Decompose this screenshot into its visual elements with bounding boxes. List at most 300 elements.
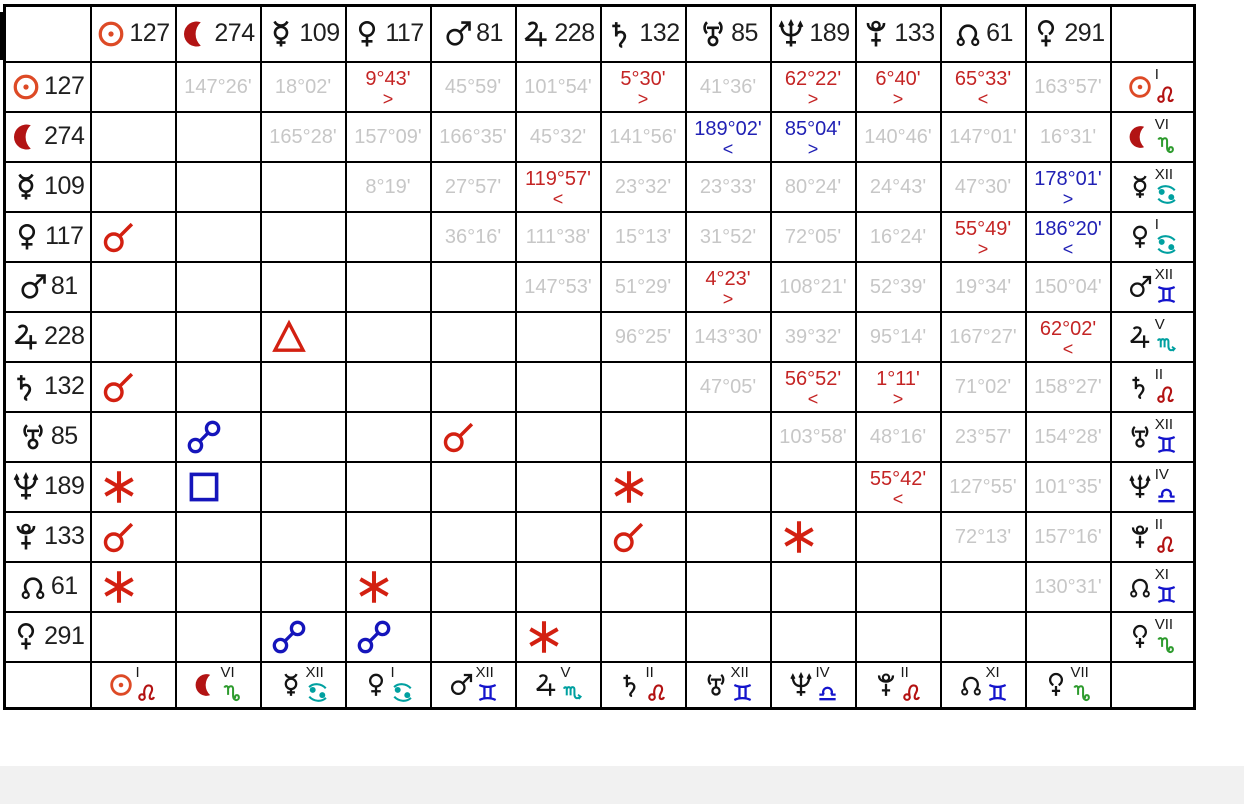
angle-value: 47°05' [699, 375, 757, 398]
applying-separating-marker: > [892, 88, 904, 109]
angle-pluto-node [941, 512, 1026, 562]
lilith-icon [11, 622, 41, 652]
aspect-pluto-uranus [686, 512, 771, 562]
planet-degree: 117 [45, 222, 84, 250]
angle-mercury-neptune [771, 162, 856, 212]
aspect-pluto-neptune [771, 512, 856, 562]
angle-mars-lilith [1026, 262, 1111, 312]
angle-venus-node [941, 212, 1026, 262]
applying-separating-marker: < [722, 138, 734, 159]
aspect-uranus-sun [91, 412, 176, 462]
angle-value: 140°46' [864, 125, 932, 148]
aspect-lilith-uranus [686, 612, 771, 662]
mercury-icon [278, 672, 304, 698]
row-position-mars [1112, 267, 1194, 306]
venus-icon [363, 672, 389, 698]
angle-sun-neptune [771, 62, 856, 112]
node-icon [953, 19, 983, 49]
corner-bottom-left [5, 662, 91, 709]
planet-degree: 274 [44, 122, 85, 150]
house-number: VI [1154, 116, 1169, 133]
diagonal-neptune [771, 462, 856, 512]
neptune-icon [11, 472, 41, 502]
angle-pluto-lilith [1026, 512, 1111, 562]
col-header-jupiter [517, 19, 600, 49]
angle-value: 62°22' [784, 67, 842, 90]
aspect-neptune-moon [176, 462, 261, 512]
angle-value: 9°43' [365, 67, 411, 90]
col-header-node [941, 6, 1026, 62]
aspect-uranus-moon [176, 412, 261, 462]
aspect-saturn-mercury [261, 362, 346, 412]
angle-value: 101°54' [524, 75, 592, 98]
aspect-jupiter-moon [176, 312, 261, 362]
angle-uranus-pluto [856, 412, 941, 462]
col-position-jupiter [517, 665, 600, 704]
angle-moon-jupiter [516, 112, 601, 162]
angle-sun-moon [176, 62, 261, 112]
aspect-matrix[interactable] [3, 4, 1196, 710]
diagonal-uranus [686, 412, 771, 462]
house-number: VII [1154, 616, 1174, 633]
pluto-icon [11, 522, 41, 552]
house-number: XII [305, 664, 324, 682]
angle-value: 96°25' [614, 325, 672, 348]
aspect-node-mercury [261, 562, 346, 612]
angle-value: 85°04' [784, 117, 842, 140]
applying-separating-marker: < [552, 188, 564, 209]
row-header-uranus [6, 422, 90, 452]
aspect-neptune-venus [346, 462, 431, 512]
col-header-mars [431, 6, 516, 62]
planet-degree: 61 [50, 572, 78, 600]
col-position-mercury [262, 665, 345, 704]
aspect-matrix-container[interactable] [0, 4, 1244, 710]
applying-separating-marker: > [892, 388, 904, 409]
angle-value: 163°57' [1034, 75, 1102, 98]
cancer-icon [306, 681, 329, 704]
uranus-icon [18, 422, 48, 452]
angle-moon-mars [431, 112, 516, 162]
row-position-node [1111, 562, 1195, 612]
row-position-pluto [1112, 517, 1194, 556]
aspect-mars-moon [176, 262, 261, 312]
diagonal-saturn [601, 362, 686, 412]
angle-mars-pluto [856, 262, 941, 312]
applying-separating-marker: < [892, 488, 904, 509]
angle-value: 4°23' [705, 267, 751, 290]
jupiter-icon [11, 322, 41, 352]
aspect-node-venus [346, 562, 431, 612]
node-icon [1127, 574, 1153, 600]
row-position-sun [1111, 62, 1195, 112]
aspect-node-mars [431, 562, 516, 612]
aspect-neptune-saturn [601, 462, 686, 512]
cancer-icon [391, 681, 414, 704]
angle-mercury-saturn [601, 162, 686, 212]
gemini-icon [1155, 583, 1178, 606]
sextile-icon [526, 619, 562, 655]
col-position-node [942, 665, 1025, 704]
aspect-uranus-saturn [601, 412, 686, 462]
angle-value: 127°55' [949, 475, 1017, 498]
corner-top-right [1111, 6, 1195, 62]
col-position-lilith [1027, 665, 1110, 704]
angle-value: 101°35' [1034, 475, 1102, 498]
angle-value: 16°31' [1039, 125, 1097, 148]
house-number: XII [1154, 416, 1174, 433]
angle-value: 19°34' [954, 275, 1012, 298]
house-number: XII [475, 664, 494, 682]
angle-sun-node [941, 62, 1026, 112]
row-header-saturn [6, 372, 90, 402]
sun-icon [108, 672, 134, 698]
scroll-indicator[interactable] [0, 12, 3, 60]
aspect-pluto-moon [176, 512, 261, 562]
col-header-venus [346, 6, 431, 62]
angle-moon-venus [346, 112, 431, 162]
col-header-moon [177, 19, 260, 49]
angle-value: 39°32' [784, 325, 842, 348]
col-header-mars [432, 19, 515, 49]
angle-mars-jupiter [516, 262, 601, 312]
sextile-icon [356, 569, 392, 605]
sextile-icon [101, 469, 137, 505]
aspect-jupiter-mercury [261, 312, 346, 362]
angle-value: 130°31' [1034, 575, 1102, 598]
angle-value: 186°20' [1034, 217, 1102, 240]
diagonal-node [941, 562, 1026, 612]
angle-value: 150°04' [1034, 275, 1102, 298]
col-position-node [941, 662, 1026, 709]
col-position-venus [346, 662, 431, 709]
house-number: XII [730, 664, 749, 682]
aspect-neptune-mars [431, 462, 516, 512]
angle-mars-saturn [601, 262, 686, 312]
house-number: IV [815, 664, 830, 682]
aspect-jupiter-venus [346, 312, 431, 362]
col-position-jupiter [516, 662, 601, 709]
angle-value: 157°09' [354, 125, 422, 148]
planet-degree: 189 [809, 19, 850, 48]
mars-icon [1127, 274, 1153, 300]
corner-bottom-right [1111, 662, 1195, 709]
aspect-pluto-jupiter [516, 512, 601, 562]
col-header-lilith [1026, 6, 1111, 62]
applying-separating-marker: < [1062, 338, 1074, 359]
mars-icon [448, 672, 474, 698]
col-header-neptune [772, 19, 855, 49]
row-header-venus [6, 222, 90, 252]
angle-uranus-node [941, 412, 1026, 462]
planet-degree: 274 [214, 19, 255, 48]
scorpio-icon [1155, 333, 1178, 356]
mercury-icon [11, 172, 41, 202]
aspect-saturn-venus [346, 362, 431, 412]
aspect-node-neptune [771, 562, 856, 612]
mercury-icon [1127, 174, 1153, 200]
aspect-saturn-moon [176, 362, 261, 412]
diagonal-mars [431, 262, 516, 312]
gemini-icon [731, 681, 754, 704]
angle-jupiter-node [941, 312, 1026, 362]
angle-value: 189°02' [694, 117, 762, 140]
applying-separating-marker: < [807, 388, 819, 409]
angle-venus-uranus [686, 212, 771, 262]
aspect-node-moon [176, 562, 261, 612]
leo-icon [1155, 83, 1178, 106]
aspect-neptune-uranus [686, 462, 771, 512]
aspect-venus-sun [91, 212, 176, 262]
col-position-pluto [857, 665, 940, 704]
angle-mercury-uranus [686, 162, 771, 212]
aspect-jupiter-mars [431, 312, 516, 362]
angle-venus-neptune [771, 212, 856, 262]
angle-neptune-lilith [1026, 462, 1111, 512]
planet-degree: 228 [44, 322, 85, 350]
angle-mercury-lilith [1026, 162, 1111, 212]
applying-separating-marker: > [807, 138, 819, 159]
angle-jupiter-uranus [686, 312, 771, 362]
moon-icon [181, 19, 211, 49]
angle-value: 41°36' [699, 75, 757, 98]
angle-mars-neptune [771, 262, 856, 312]
applying-separating-marker: > [977, 238, 989, 259]
angle-moon-lilith [1026, 112, 1111, 162]
jupiter-icon [1127, 324, 1153, 350]
row-header-mars [6, 272, 90, 302]
angle-jupiter-pluto [856, 312, 941, 362]
angle-mercury-mars [431, 162, 516, 212]
row-header-moon [5, 112, 91, 162]
angle-value: 23°32' [614, 175, 672, 198]
row-header-node [5, 562, 91, 612]
angle-moon-neptune [771, 112, 856, 162]
neptune-icon [776, 19, 806, 49]
angle-value: 143°30' [694, 325, 762, 348]
diagonal-moon [176, 112, 261, 162]
conjunction-icon [611, 519, 647, 555]
aspect-lilith-node [941, 612, 1026, 662]
planet-degree: 133 [44, 522, 85, 550]
row-header-jupiter [5, 312, 91, 362]
angle-value: 8°19' [365, 175, 411, 198]
aspect-lilith-mars [431, 612, 516, 662]
angle-value: 158°27' [1034, 375, 1102, 398]
angle-value: 119°57' [525, 167, 591, 190]
aspect-node-jupiter [516, 562, 601, 612]
row-position-sun [1112, 67, 1194, 106]
planet-degree: 117 [385, 19, 424, 48]
angle-mercury-pluto [856, 162, 941, 212]
row-position-uranus [1112, 417, 1194, 456]
angle-value: 55°42' [869, 467, 927, 490]
jupiter-icon [521, 19, 551, 49]
row-position-mercury [1112, 167, 1194, 206]
angle-value: 80°24' [784, 175, 842, 198]
applying-separating-marker: < [1062, 238, 1074, 259]
angle-value: 52°39' [869, 275, 927, 298]
col-header-lilith [1027, 19, 1110, 49]
col-header-uranus [687, 19, 770, 49]
applying-separating-marker: > [382, 88, 394, 109]
row-position-neptune [1112, 467, 1194, 506]
planet-degree: 228 [554, 19, 595, 48]
aspect-lilith-neptune [771, 612, 856, 662]
row-header-mars [5, 262, 91, 312]
angle-moon-saturn [601, 112, 686, 162]
node-icon [958, 672, 984, 698]
house-number: I [1154, 66, 1159, 83]
angle-value: 23°57' [954, 425, 1012, 448]
aspect-node-sun [91, 562, 176, 612]
aspect-uranus-mercury [261, 412, 346, 462]
row-header-neptune [5, 462, 91, 512]
conjunction-icon [101, 369, 137, 405]
row-header-jupiter [6, 322, 90, 352]
angle-moon-pluto [856, 112, 941, 162]
row-header-sun [6, 72, 90, 102]
angle-value: 167°27' [949, 325, 1017, 348]
col-position-moon [177, 665, 260, 704]
angle-value: 147°26' [184, 75, 252, 98]
planet-degree: 81 [476, 19, 503, 48]
house-number: XI [1154, 566, 1169, 583]
angle-saturn-uranus [686, 362, 771, 412]
aspect-pluto-venus [346, 512, 431, 562]
row-header-mercury [6, 172, 90, 202]
house-number: XII [1154, 166, 1174, 183]
aspect-neptune-jupiter [516, 462, 601, 512]
gemini-icon [1155, 433, 1178, 456]
angle-node-lilith [1026, 562, 1111, 612]
col-header-saturn [601, 6, 686, 62]
angle-value: 62°02' [1039, 317, 1097, 340]
angle-value: 141°56' [609, 125, 677, 148]
col-header-pluto [857, 19, 940, 49]
row-header-sun [5, 62, 91, 112]
col-header-saturn [602, 19, 685, 49]
row-header-lilith [5, 612, 91, 662]
house-number: IV [1154, 466, 1169, 483]
aspect-uranus-mars [431, 412, 516, 462]
planet-degree: 109 [44, 172, 85, 200]
row-position-venus [1111, 212, 1195, 262]
house-number: II [1154, 366, 1164, 383]
angle-value: 154°28' [1034, 425, 1102, 448]
angle-value: 45°32' [529, 125, 587, 148]
venus-icon [1127, 224, 1153, 250]
row-position-lilith [1112, 617, 1194, 656]
leo-icon [1155, 533, 1178, 556]
opposition-icon [186, 419, 222, 455]
saturn-icon [11, 372, 41, 402]
angle-jupiter-lilith [1026, 312, 1111, 362]
row-header-lilith [6, 622, 90, 652]
sun-icon [11, 72, 41, 102]
angle-value: 95°14' [869, 325, 927, 348]
venus-icon [352, 19, 382, 49]
scorpio-icon [561, 681, 584, 704]
sextile-icon [781, 519, 817, 555]
row-position-moon [1112, 117, 1194, 156]
aspect-saturn-sun [91, 362, 176, 412]
house-number: I [390, 664, 395, 682]
diagonal-lilith [1026, 612, 1111, 662]
row-position-saturn [1112, 367, 1194, 406]
row-header-pluto [6, 522, 90, 552]
conjunction-icon [441, 419, 477, 455]
angle-value: 16°24' [869, 225, 927, 248]
angle-sun-pluto [856, 62, 941, 112]
angle-saturn-lilith [1026, 362, 1111, 412]
house-number: II [900, 664, 909, 682]
angle-value: 147°53' [524, 275, 592, 298]
angle-value: 5°30' [620, 67, 666, 90]
col-position-saturn [601, 662, 686, 709]
angle-value: 31°52' [699, 225, 757, 248]
gemini-icon [1155, 283, 1178, 306]
gemini-icon [476, 681, 499, 704]
house-number: I [135, 664, 140, 682]
planet-degree: 85 [731, 19, 758, 48]
house-number: V [1154, 316, 1165, 333]
angle-neptune-pluto [856, 462, 941, 512]
angle-mars-node [941, 262, 1026, 312]
angle-jupiter-saturn [601, 312, 686, 362]
angle-saturn-neptune [771, 362, 856, 412]
mars-icon [443, 19, 473, 49]
pluto-icon [873, 672, 899, 698]
angle-value: 108°21' [779, 275, 847, 298]
angle-venus-mars [431, 212, 516, 262]
moon-icon [1127, 124, 1153, 150]
aspect-pluto-sun [91, 512, 176, 562]
col-header-moon [176, 6, 261, 62]
col-header-sun [91, 6, 176, 62]
house-number: II [645, 664, 654, 682]
aspect-lilith-venus [346, 612, 431, 662]
leo-icon [136, 681, 159, 704]
applying-separating-marker: > [637, 88, 649, 109]
angle-sun-uranus [686, 62, 771, 112]
aspect-lilith-sun [91, 612, 176, 662]
capricorn-icon [1155, 133, 1178, 156]
angle-value: 48°16' [869, 425, 927, 448]
neptune-icon [1127, 474, 1153, 500]
aspect-pluto-mars [431, 512, 516, 562]
aspect-jupiter-sun [91, 312, 176, 362]
house-number: V [560, 664, 571, 682]
row-position-neptune [1111, 462, 1195, 512]
row-position-jupiter [1111, 312, 1195, 362]
mercury-icon [266, 19, 296, 49]
leo-icon [1155, 383, 1178, 406]
aspect-pluto-mercury [261, 512, 346, 562]
node-icon [18, 572, 48, 602]
aspect-neptune-mercury [261, 462, 346, 512]
col-position-uranus [687, 665, 770, 704]
col-header-uranus [686, 6, 771, 62]
opposition-icon [356, 619, 392, 655]
angle-sun-saturn [601, 62, 686, 112]
col-position-mercury [261, 662, 346, 709]
aspect-mercury-moon [176, 162, 261, 212]
col-position-lilith [1026, 662, 1111, 709]
planet-degree: 132 [44, 372, 85, 400]
planet-degree: 291 [1064, 19, 1105, 48]
col-position-sun [91, 662, 176, 709]
